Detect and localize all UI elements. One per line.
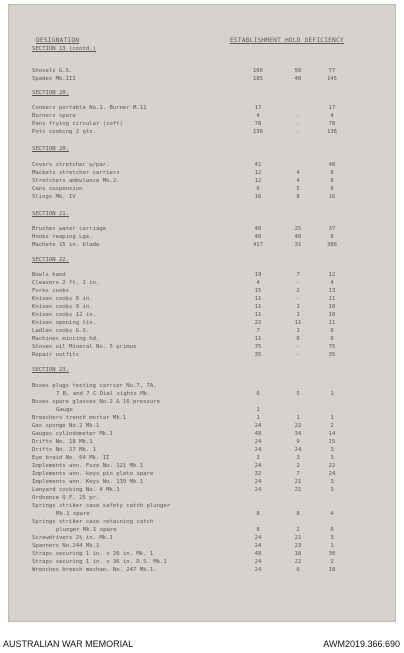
item-row — [8, 439, 396, 447]
deficiency-qty: 2 — [330, 423, 334, 429]
item-designation: Lanyard cocking No. 4 Mk.1 — [32, 487, 120, 493]
item-designation: Screwdrivers 2½ in. Mk.1 — [32, 535, 113, 541]
deficiency-qty: 2 — [330, 559, 334, 565]
item-designation: Boxes plugs testing carrier No.7, 7A, — [32, 383, 157, 389]
item-designation: Mackets stretcher carriers — [32, 170, 120, 176]
item-row — [8, 186, 396, 194]
hold-qty: 6 — [296, 567, 300, 573]
item-row — [8, 272, 396, 280]
deficiency-qty: 3 — [330, 535, 334, 541]
establishment-qty: 35 — [254, 352, 262, 358]
deficiency-qty: 4 — [330, 113, 334, 119]
item-row — [8, 519, 396, 527]
item-designation: Forks cooks — [32, 288, 70, 294]
item-row — [8, 455, 396, 463]
item-row — [8, 527, 396, 535]
establishment-qty: 15 — [254, 288, 262, 294]
deficiency-qty: 6 — [330, 527, 334, 533]
item-designation: Burners spare — [32, 113, 76, 119]
establishment-qty: 8 — [256, 527, 260, 533]
deficiency-qty: 78 — [328, 121, 336, 127]
hold-qty: 40 — [294, 76, 302, 82]
item-designation: Gauge — [56, 407, 73, 413]
item-designation: Stoves oil Mineral No. 5 primus — [32, 344, 137, 350]
deficiency-qty: 11 — [328, 320, 336, 326]
item-designation: Knives cooks 6 in. — [32, 296, 93, 302]
hold-qty: 23 — [294, 543, 302, 549]
hold-qty: 24 — [294, 447, 302, 453]
item-designation: Spades Mk.III — [32, 76, 76, 82]
hold-qty: 22 — [294, 559, 302, 565]
item-designation: SECTION 23. — [32, 367, 70, 373]
item-row — [8, 336, 396, 344]
document-sheet — [8, 4, 396, 622]
establishment-qty: 24 — [254, 439, 262, 445]
establishment-qty: 40 — [254, 226, 262, 232]
deficiency-qty: 37 — [328, 226, 336, 232]
hold-qty: 1 — [296, 304, 300, 310]
establishment-qty: 6 — [256, 186, 260, 192]
item-row — [8, 242, 396, 250]
deficiency-qty: 35 — [328, 352, 336, 358]
item-row — [8, 121, 396, 129]
item-designation: Drifts No. 18 Mk.1 — [32, 439, 93, 445]
item-designation: Cookers portable No.1. Burner M.11 — [32, 105, 147, 111]
item-row — [8, 495, 396, 503]
item-designation: Straps securing 1 in. x 36 in. D.S. Mk.1 — [32, 559, 167, 565]
quantity-headers: ESTABLISHMENT HOLD DEFICIENCY — [230, 37, 344, 44]
item-row — [8, 352, 396, 360]
item-row — [8, 320, 396, 328]
hold-qty: 9 — [296, 439, 300, 445]
item-row — [8, 463, 396, 471]
hold-qty: 2 — [296, 288, 300, 294]
item-row — [8, 304, 396, 312]
item-designation: Drifts No. 27 Mk. 1 — [32, 447, 96, 453]
item-row — [8, 479, 396, 487]
item-row — [8, 234, 396, 242]
item-designation: Wrenches breech mechan. No. 247 Mk.1. — [32, 567, 157, 573]
establishment-qty: 24 — [254, 535, 262, 541]
hold-qty: 4 — [296, 170, 300, 176]
item-row — [8, 447, 396, 455]
hold-qty: 4 — [296, 178, 300, 184]
item-designation: Ordnance Q.F. 25 pr. — [32, 495, 100, 501]
item-designation: Straps securing 1 in. x 26 in. Mk. 1 — [32, 551, 154, 557]
item-row — [8, 551, 396, 559]
item-row — [8, 105, 396, 113]
item-row — [8, 194, 396, 202]
deficiency-qty: 145 — [326, 76, 338, 82]
deficiency-qty: 48 — [328, 162, 336, 168]
establishment-qty: 22 — [254, 320, 262, 326]
deficiency-qty: 24 — [328, 471, 336, 477]
hold-qty: 40 — [294, 234, 302, 240]
establishment-qty: 16 — [254, 194, 262, 200]
item-row — [8, 280, 396, 288]
designation-header: DESIGNATION — [36, 37, 80, 44]
hold-qty: 6 — [296, 336, 300, 342]
item-row — [8, 328, 396, 336]
deficiency-qty: 22 — [328, 463, 336, 469]
establishment-qty: 1 — [256, 407, 260, 413]
item-designation: Stretchers ambulance Mk.2. — [32, 178, 120, 184]
establishment-qty: 17 — [254, 105, 262, 111]
item-designation: Pots cooking 2 qts. — [32, 129, 96, 135]
item-row — [8, 567, 396, 575]
hold-qty: 34 — [294, 431, 302, 437]
item-designation: Mk.1 spare — [56, 511, 90, 517]
deficiency-qty: 3 — [330, 455, 334, 461]
hold-qty: 7 — [296, 272, 300, 278]
item-designation: Implements ann. Fuze No. 121 Mk.1 — [32, 463, 144, 469]
item-row — [8, 226, 396, 234]
establishment-qty: 24 — [254, 543, 262, 549]
hold-qty: 18 — [294, 551, 302, 557]
establishment-qty: 136 — [252, 129, 264, 135]
establishment-qty: 6 — [256, 391, 260, 397]
deficiency-qty: 386 — [326, 242, 338, 248]
archive-name: AUSTRALIAN WAR MEMORIAL — [3, 639, 134, 649]
hold-qty: 3 — [296, 455, 300, 461]
establishment-qty: 12 — [254, 178, 262, 184]
establishment-qty: 24 — [254, 567, 262, 573]
item-row — [8, 415, 396, 423]
hold-qty: 2 — [296, 527, 300, 533]
section-heading — [8, 46, 396, 54]
item-designation: Gas sponge No.2 Mk.1 — [32, 423, 100, 429]
establishment-qty: 24 — [254, 559, 262, 565]
item-designation: SECTION 20. — [32, 90, 70, 96]
establishment-qty: 32 — [254, 471, 262, 477]
hold-qty: 21 — [294, 535, 302, 541]
item-designation: Machete 15 in. blade — [32, 242, 100, 248]
item-row — [8, 471, 396, 479]
item-designation: Knives cooks 12 in. — [32, 312, 96, 318]
hold-qty: - — [296, 121, 300, 127]
establishment-qty: 41 — [254, 162, 262, 168]
item-row — [8, 383, 396, 391]
item-designation: Knives opening tin. — [32, 320, 96, 326]
archive-reference: AWM2019.366.690 — [323, 639, 400, 649]
hold-qty: 1 — [296, 312, 300, 318]
item-designation: Hooks reaping Lge. — [32, 234, 93, 240]
establishment-qty: 48 — [254, 431, 262, 437]
item-row — [8, 511, 396, 519]
establishment-qty: 12 — [254, 170, 262, 176]
deficiency-qty: 8 — [330, 234, 334, 240]
hold-qty: 11 — [294, 320, 302, 326]
item-designation: plunger Mk.1 spare — [56, 527, 117, 533]
deficiency-qty: 13 — [328, 288, 336, 294]
deficiency-qty: 14 — [328, 431, 336, 437]
section-heading — [8, 367, 396, 375]
establishment-qty: 7 — [256, 328, 260, 334]
item-row — [8, 68, 396, 76]
section-heading — [8, 90, 396, 98]
item-designation: SECTION 13 (contd.) — [32, 46, 96, 52]
item-row — [8, 113, 396, 121]
deficiency-qty: 1 — [330, 543, 334, 549]
item-row — [8, 399, 396, 407]
hold-qty: 25 — [294, 226, 302, 232]
establishment-qty: 417 — [252, 242, 264, 248]
hold-qty: 21 — [294, 487, 302, 493]
item-designation: Repair outfits — [32, 352, 80, 358]
deficiency-qty: 8 — [330, 178, 334, 184]
item-row — [8, 431, 396, 439]
item-designation: Gauges cylindometer Mk.1 — [32, 431, 113, 437]
hold-qty: - — [296, 113, 300, 119]
item-designation: Ladles cooks G.S. — [32, 328, 90, 334]
hold-qty: 5 — [296, 391, 300, 397]
item-designation: Shovels G.S. — [32, 68, 73, 74]
item-designation: Implements ann. Keys No. 139 Mk.1 — [32, 479, 144, 485]
hold-qty: 8 — [296, 194, 300, 200]
establishment-qty: 24 — [254, 423, 262, 429]
item-row — [8, 296, 396, 304]
establishment-qty: 166 — [252, 68, 264, 74]
deficiency-qty: 1 — [330, 415, 334, 421]
establishment-qty: 185 — [252, 76, 264, 82]
establishment-qty: 40 — [254, 234, 262, 240]
item-designation: Knives cooks 9 in. — [32, 304, 93, 310]
item-designation: Machines mincing hd. — [32, 336, 100, 342]
deficiency-qty: 17 — [328, 105, 336, 111]
hold-qty: - — [296, 296, 300, 302]
item-row — [8, 559, 396, 567]
hold-qty: 5 — [296, 186, 300, 192]
item-designation: Springs striker case safety catch plunger — [32, 503, 171, 509]
deficiency-qty: 12 — [328, 272, 336, 278]
item-designation: Covers stretcher w/par. — [32, 162, 110, 168]
hold-qty: - — [296, 280, 300, 286]
section-heading — [8, 257, 396, 265]
item-row — [8, 407, 396, 415]
establishment-qty: 4 — [256, 280, 260, 286]
establishment-qty: 19 — [254, 272, 262, 278]
item-designation: Boxes spare glasses No.2 & 16 pressure — [32, 399, 160, 405]
establishment-qty: 24 — [254, 487, 262, 493]
item-designation: Cleavers 2 ft. 1 in. — [32, 280, 100, 286]
hold-qty: 7 — [296, 471, 300, 477]
establishment-qty: 11 — [254, 304, 262, 310]
item-designation: Springs striker case retaining catch — [32, 519, 154, 525]
item-designation: Bowls hand — [32, 272, 66, 278]
hold-qty: 2 — [296, 463, 300, 469]
item-row — [8, 170, 396, 178]
deficiency-qty: 8 — [330, 170, 334, 176]
item-row — [8, 288, 396, 296]
establishment-qty: 8 — [256, 511, 260, 517]
deficiency-qty: 6 — [330, 328, 334, 334]
deficiency-qty: 4 — [330, 511, 334, 517]
item-designation: SECTION 22. — [32, 257, 70, 263]
item-row — [8, 423, 396, 431]
item-designation: 7 B, and 7 C.Dial sights Mk. — [56, 391, 151, 397]
deficiency-qty: 18 — [328, 567, 336, 573]
establishment-qty: 24 — [254, 463, 262, 469]
establishment-qty: 1 — [256, 415, 260, 421]
establishment-qty: 24 — [254, 447, 262, 453]
hold-qty: 8 — [296, 511, 300, 517]
item-row — [8, 344, 396, 352]
deficiency-qty: 136 — [326, 129, 338, 135]
deficiency-qty: 10 — [328, 304, 336, 310]
item-row — [8, 535, 396, 543]
hold-qty: - — [296, 352, 300, 358]
item-row — [8, 129, 396, 137]
item-designation: Eye braid No. 64 Mk. II — [32, 455, 110, 461]
hold-qty: - — [296, 129, 300, 135]
item-row — [8, 312, 396, 320]
deficiency-qty: 3 — [330, 447, 334, 453]
deficiency-qty: 77 — [328, 68, 336, 74]
archive-footer — [0, 637, 404, 653]
deficiency-qty: 16 — [328, 194, 336, 200]
deficiency-qty: 11 — [328, 296, 336, 302]
item-designation: Implements ann. keys pin plate spare — [32, 471, 154, 477]
establishment-qty: 48 — [254, 551, 262, 557]
deficiency-qty: 15 — [328, 439, 336, 445]
item-designation: Cans suspension — [32, 186, 83, 192]
item-row — [8, 178, 396, 186]
establishment-qty: 78 — [254, 121, 262, 127]
deficiency-qty: 1 — [330, 391, 334, 397]
establishment-qty: 3 — [256, 455, 260, 461]
establishment-qty: 11 — [254, 296, 262, 302]
establishment-qty: 4 — [256, 113, 260, 119]
hold-qty: 31 — [294, 242, 302, 248]
item-designation: Breechers trench mortar Mk.1 — [32, 415, 127, 421]
deficiency-qty: 30 — [328, 551, 336, 557]
item-row — [8, 503, 396, 511]
section-heading — [8, 146, 396, 154]
deficiency-qty: 6 — [330, 336, 334, 342]
establishment-qty: 24 — [254, 479, 262, 485]
item-designation: Brushes water carriage — [32, 226, 107, 232]
deficiency-qty: 3 — [330, 487, 334, 493]
establishment-qty: 11 — [254, 336, 262, 342]
hold-qty: 56 — [294, 68, 302, 74]
item-row — [8, 76, 396, 84]
item-designation: Spanners No.244 Mk.1 — [32, 543, 100, 549]
hold-qty: 21 — [294, 479, 302, 485]
establishment-qty: 11 — [254, 312, 262, 318]
item-row — [8, 543, 396, 551]
deficiency-qty: 3 — [330, 479, 334, 485]
hold-qty: - — [296, 344, 300, 350]
item-row — [8, 487, 396, 495]
item-designation: SECTION 20. — [32, 146, 70, 152]
deficiency-qty: 6 — [330, 186, 334, 192]
item-row — [8, 391, 396, 399]
item-designation: SECTION 21. — [32, 211, 70, 217]
deficiency-qty: 75 — [328, 344, 336, 350]
section-heading — [8, 211, 396, 219]
item-row — [8, 162, 396, 170]
establishment-qty: 75 — [254, 344, 262, 350]
deficiency-qty: 4 — [330, 280, 334, 286]
hold-qty: 1 — [296, 415, 300, 421]
item-designation: Pans frying circular (soft) — [32, 121, 123, 127]
item-designation: Slings Mk. IV — [32, 194, 76, 200]
deficiency-qty: 10 — [328, 312, 336, 318]
hold-qty: 1 — [296, 328, 300, 334]
hold-qty: 22 — [294, 423, 302, 429]
